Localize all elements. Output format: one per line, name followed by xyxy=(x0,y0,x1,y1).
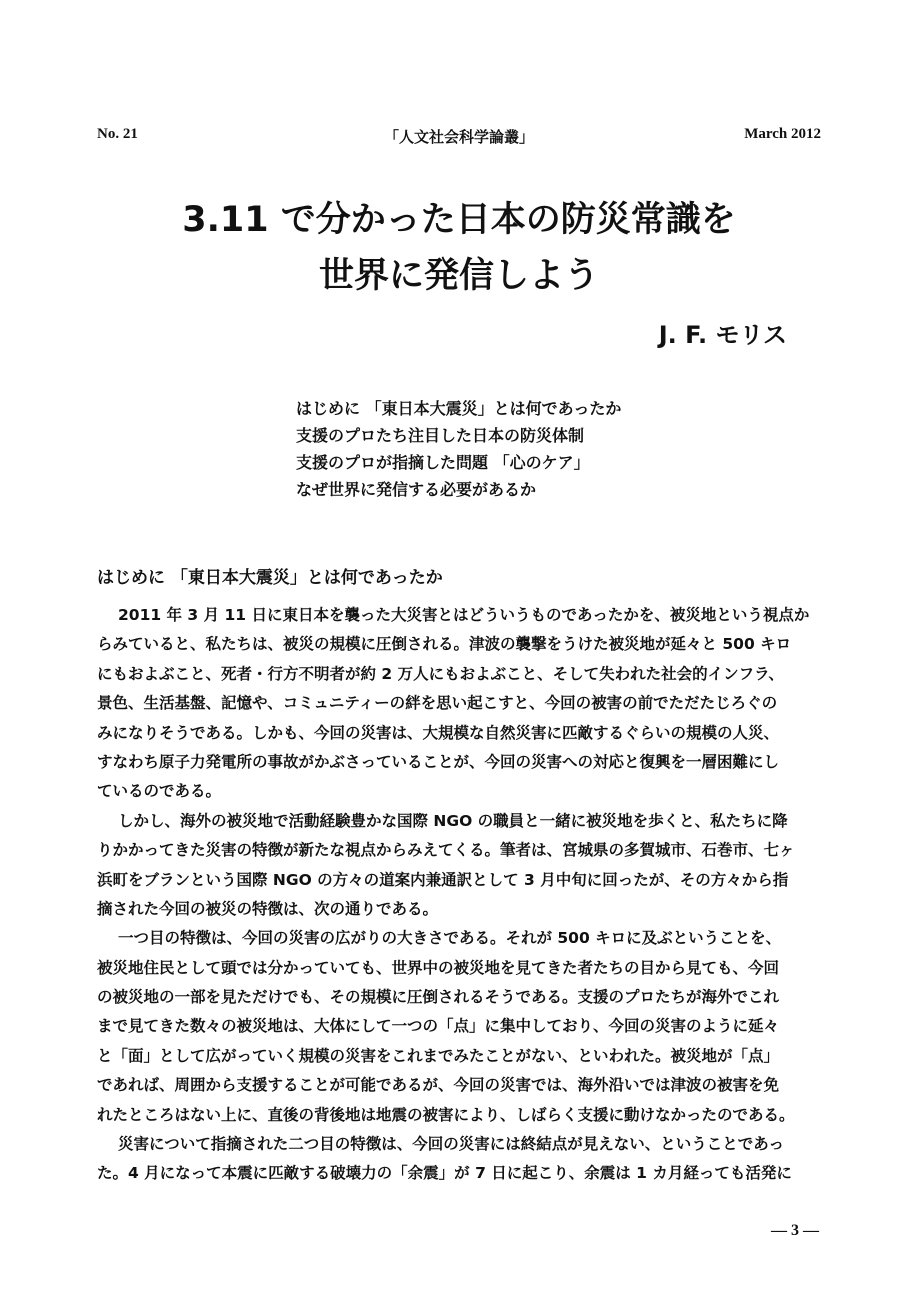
issue-number: No. 21 xyxy=(97,126,138,142)
toc-item: 支援のプロたち注目した日本の防災体制 xyxy=(296,426,585,445)
text-line: 摘された今回の被災の特徴は、次の通りである。 xyxy=(97,899,439,918)
body-text xyxy=(97,601,825,1189)
author-name: J. F. モリス xyxy=(658,321,787,349)
journal-name: 「人文社会科学論叢」 xyxy=(383,130,534,146)
title-line-2: 世界に発信しよう xyxy=(318,256,599,296)
text-line: 一つ目の特徴は、今回の災害の広がりの大きさである。それが 500 キロに及ぶということを、 xyxy=(118,929,782,948)
text-line: の被災地の一部を見ただけでも、その規模に圧倒されるそうである。支援のプロたちが海外でこれ xyxy=(97,988,780,1007)
text-line: であれば、周囲から支援することが可能であるが、今回の災害では、海外沿いでは津波の被害を免 xyxy=(97,1076,780,1095)
text-line: 2011 年 3 月 11 日に東日本を襲った大災害とはどういうものであったかを、被災地という視点か xyxy=(118,606,810,624)
text-line: 景色、生活基盤、記憶や、コミュニティーの絆を思い起こすと、今回の被害の前でただたじろぐの xyxy=(97,694,778,713)
text-line: にもおよぶこと、死者・行方不明者が約 2 万人にもおよぶこと、そして失われた社会的インフラ、 xyxy=(97,664,784,683)
title-line-1: 3.11 で分かった日本の防災常識を xyxy=(182,200,736,240)
running-header xyxy=(97,126,821,148)
text-line: ているのである。 xyxy=(97,782,222,801)
paper-title xyxy=(97,192,821,304)
text-line: 浜町をブランという国際 NGO の方々の道案内兼通訳として 3 月中旬に回ったが、その方々から指 xyxy=(97,870,789,889)
text-line: れたところはない上に、直後の背後地は地震の被害により、しばらく支援に動けなかったのである。 xyxy=(97,1105,795,1124)
text-line: らみていると、私たちは、被災の規模に圧倒される。津波の襲撃をうけた被災地が延々と 500 キロ xyxy=(97,635,792,654)
text-line: しかし、海外の被災地で活動経験豊かな国際 NGO の職員と一緒に被災地を歩くと、私たちに降 xyxy=(118,811,788,830)
text-line: と「面」として広がっていく規模の災害をこれまでみたことがない、といわれた。被災地が「点」 xyxy=(97,1046,780,1065)
text-line: みになりそうである。しかも、今回の災害は、大規模な自然災害に匹敵するぐらいの規模の人災、 xyxy=(97,723,780,742)
toc-item: はじめに 「東日本大震災」とは何であったか xyxy=(296,399,622,418)
toc-item: 支援のプロが指摘した問題 「心のケア」 xyxy=(296,453,590,472)
text-line: た。4 月になって本震に匹敵する破壊力の「余震」が 7 日に起こり、余震は 1 カ月経っても活発に xyxy=(97,1164,792,1183)
toc-item: なぜ世界に発信する必要があるか xyxy=(296,480,537,499)
section-heading: はじめに 「東日本大震災」とは何であったか xyxy=(97,568,443,588)
text-line: 災害について指摘された二つ目の特徴は、今回の災害には終結点が見えない、ということであっ xyxy=(118,1135,785,1154)
table-of-contents xyxy=(296,395,776,503)
text-line: 被災地住民として頭では分かっていても、世界中の被災地を見てきた者たちの目から見ても、今回 xyxy=(97,958,780,977)
text-line: すなわち原子力発電所の事故がかぶさっていることが、今回の災害への対応と復興を一層困難にし xyxy=(97,752,780,771)
page-number: — 3 — xyxy=(771,1222,819,1239)
text-line: まで見てきた数々の被災地は、大体にして一つの「点」に集中しており、今回の災害のように延々 xyxy=(97,1017,780,1036)
text-line: りかかってきた災害の特徴が新たな視点からみえてくる。筆者は、宮城県の多賀城市、石巻市、七ヶ xyxy=(97,841,795,860)
issue-date: March 2012 xyxy=(744,126,821,142)
